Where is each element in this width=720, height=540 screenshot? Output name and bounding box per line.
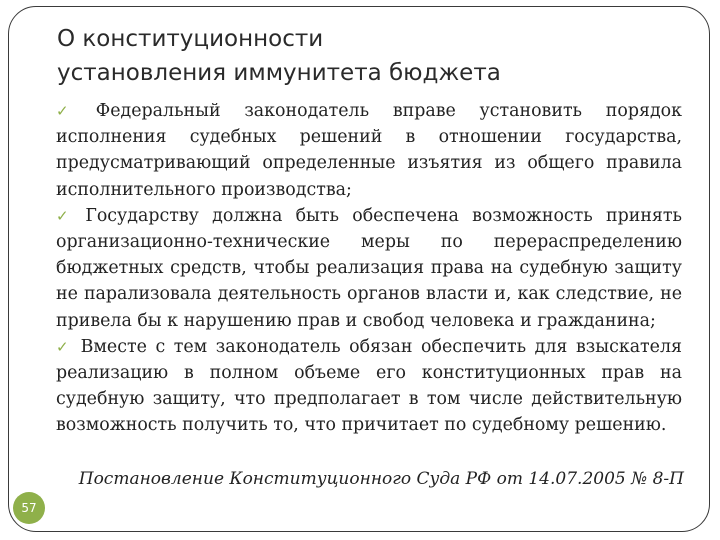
slide-title (57, 22, 657, 90)
title-line-1: О конституционности (57, 26, 324, 52)
bullet-item (56, 334, 682, 439)
bullet-text: Федеральный законодатель вправе установить порядок исполнения судебных решений в отношении государства, предусматривающий определенные изъятия из общего правила исполнительного производства; (56, 101, 682, 200)
check-icon: ✓ (56, 337, 72, 356)
bullet-text: Государству должна быть обеспечена возможность принять организационно-технические меры по перераспределению бюджетных средств, чтобы реализация права на судебную защиту не парализовала деятельность органов власти и, как следствие, не привела бы к нарушению прав и свобод человека и гражданина; (56, 205, 682, 331)
check-icon: ✓ (56, 102, 87, 120)
check-icon: ✓ (56, 206, 77, 225)
source-citation: Постановление Конституционного Суда РФ от 14.07.2005 № 8-П (78, 469, 684, 489)
title-line-2: установления иммунитета бюджета (57, 60, 501, 86)
bullet-list (56, 98, 682, 439)
bullet-item (56, 98, 682, 203)
page-number-badge: 57 (13, 492, 45, 524)
bullet-text: Вместе с тем законодатель обязан обеспечить для взыскателя реализацию в полном объеме его конституционных прав на судебную защиту, что предполагает в том числе действительную возможность получить то, что причитает по судебному решению. (56, 336, 682, 436)
bullet-item (56, 203, 682, 334)
